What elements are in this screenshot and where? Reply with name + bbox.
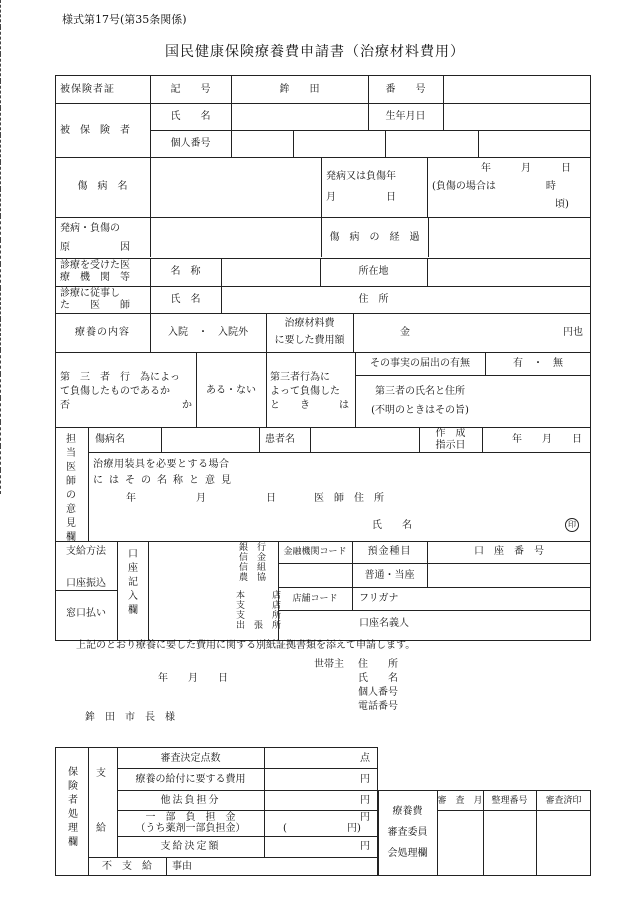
rule-line — [88, 857, 378, 858]
rule-line — [231, 130, 232, 157]
branch-type-1: 本 店 — [236, 591, 282, 601]
number-label: 番 号 — [385, 84, 426, 95]
rule-line — [117, 790, 378, 791]
rule-line — [231, 103, 232, 130]
deposit-type-label: 預金種目 — [367, 546, 412, 557]
row-pay-decision-unit: 円 — [360, 841, 370, 852]
row-copay-paren-close: 円) — [347, 823, 361, 834]
opinion-disease-label: 傷病名 — [95, 434, 125, 445]
rule-line — [0, 422, 1, 446]
row-treatment-cost: 療養の給付に要する費用 — [135, 774, 246, 785]
rule-line — [0, 162, 1, 189]
facility-label-1: 診療を受けた医 — [60, 260, 130, 271]
cause-label-1: 発病・負傷の — [60, 223, 120, 234]
rule-line — [55, 427, 591, 428]
page-title: 国民健康保険療養費申請書（治療材料費用） — [165, 44, 465, 60]
rule-line — [278, 610, 591, 611]
rule-line — [117, 836, 378, 837]
rule-line — [0, 446, 1, 470]
doctor-name-line: 氏 名 — [372, 520, 412, 531]
rule-line — [161, 427, 162, 452]
no-payment-label: 不 支 給 — [102, 861, 152, 872]
cause-label-2: 原 因 — [60, 242, 130, 253]
rule-line — [117, 810, 378, 811]
device-need-1: 治療用装具を必要とする場合 — [93, 459, 230, 470]
form-number: 様式第17号(第35条関係) — [62, 13, 187, 26]
facility-name-label: 名 称 — [170, 266, 201, 277]
account-number-label: 口 座 番 号 — [474, 546, 544, 557]
mayor-addressee: 鉾 田 市 長 様 — [85, 712, 175, 723]
rule-line — [310, 427, 311, 452]
onset-label-1: 発病又は負傷年 — [326, 171, 396, 182]
review-done-stamp-label: 審査済印 — [545, 796, 582, 806]
inpatient-outpatient[interactable]: 入院 ・ 入院外 — [168, 327, 248, 338]
doctor-label-2: た 医 師 — [60, 300, 130, 311]
rule-line — [150, 75, 151, 257]
third-party-unknown-note: (不明のときはその旨) — [371, 405, 469, 416]
branch-type-3: 支 所 — [236, 611, 282, 621]
cost-label-1: 治療材料費 — [284, 318, 335, 329]
device-need-2: にはその名称と意見 — [93, 475, 237, 486]
doctor-name-label: 氏 名 — [170, 294, 201, 305]
rule-line — [148, 541, 149, 641]
report-value[interactable]: 有 ・ 無 — [513, 358, 563, 369]
rule-line — [0, 81, 1, 108]
rule-line — [443, 75, 444, 130]
cost-label-2: に要した費用額 — [274, 335, 345, 346]
row-other-law: 他法負担分 — [160, 795, 221, 806]
doctor-address-label: 住 所 — [358, 294, 389, 305]
rule-line — [278, 587, 591, 588]
doctor-opinion-side-label: 担当医師の意見欄 — [66, 434, 76, 543]
row-copay-1: 一 部 負 担 金 — [145, 812, 236, 823]
third-party-if-2: よって負傷した — [270, 386, 340, 397]
rule-line — [293, 130, 294, 157]
row-copay-paren-open: ( — [283, 823, 287, 834]
rule-line — [0, 216, 1, 240]
rule-line — [259, 427, 260, 452]
row-copay-unit: 円 — [360, 812, 370, 823]
rule-line — [353, 313, 354, 352]
rule-line — [427, 258, 428, 286]
row-pay-decision: 支給決定額 — [160, 841, 221, 852]
rule-line — [482, 427, 483, 452]
applicant-phone-label: 電話番号 — [358, 701, 398, 712]
reference-number-label: 整理番号 — [491, 796, 528, 806]
deposit-type-options[interactable]: 普通・当座 — [364, 570, 415, 581]
name-label: 氏 名 — [170, 111, 211, 122]
third-party-if-1: 第三者行為に — [270, 372, 330, 383]
rule-line — [0, 398, 1, 422]
treatment-content-label: 療養の内容 — [75, 327, 130, 338]
pay-label-bottom: 給 — [96, 823, 106, 834]
third-party-name-address: 第三者の氏名と住所 — [375, 386, 465, 397]
rule-line — [221, 258, 222, 313]
account-entry-label: 口座記入欄 — [128, 549, 138, 616]
committee-label-2: 審査委員 — [387, 827, 428, 838]
onset-ymd: 年 月 日 — [481, 163, 571, 174]
third-party-answer[interactable]: ある・ない — [206, 385, 256, 396]
rule-line — [117, 768, 378, 769]
patient-name-label: 患者名 — [265, 434, 295, 445]
committee-label-1: 療養費 — [392, 806, 423, 817]
rule-line — [427, 157, 428, 217]
branch-type-4: 出 張 所 — [236, 621, 282, 631]
committee-label-3: 会処理欄 — [387, 848, 428, 859]
bank-type-1: 銀 行 — [239, 543, 267, 553]
applicant-address-label: 住 所 — [358, 659, 398, 670]
rule-line — [55, 157, 591, 158]
household-head-label: 世帯主 — [314, 659, 344, 670]
onset-label-2: 月 日 — [326, 192, 396, 203]
rule-line — [266, 352, 267, 427]
row-copay-2: （うち薬剤一部負担金） — [135, 823, 246, 834]
insured-card-label: 被保険者証 — [60, 84, 115, 95]
payment-method-label: 支給方法 — [66, 546, 106, 557]
symbol-label: 記 号 — [170, 84, 211, 95]
rule-line — [355, 375, 591, 376]
bank-type-3: 信 組 — [239, 563, 267, 573]
seal-mark: 印 — [565, 518, 579, 532]
insured-person-label: 被 保 険 者 — [60, 125, 130, 136]
facility-label-2: 療 機 関 等 — [60, 272, 130, 283]
rule-line — [0, 108, 1, 135]
third-party-if-3r: は — [339, 400, 349, 411]
rule-line — [0, 288, 1, 319]
bank-type-2: 信 金 — [239, 553, 267, 563]
rule-line — [0, 319, 1, 350]
rule-line — [428, 217, 429, 257]
counter-payment-option[interactable]: 窓口払い — [66, 608, 106, 619]
rule-line — [385, 130, 386, 157]
created-date: 年 月 日 — [512, 434, 582, 445]
report-label: その事実の届出の有無 — [370, 358, 470, 369]
rule-line — [0, 350, 1, 374]
declaration-date: 年 月 日 — [158, 673, 228, 684]
review-month-label: 審 査 月 — [437, 796, 483, 806]
account-holder-label: 口座名義人 — [359, 618, 409, 629]
mynumber-label: 個人番号 — [170, 138, 211, 149]
rule-line — [55, 103, 591, 104]
course-label: 傷 病 の 経 過 — [329, 232, 420, 243]
rule-line — [55, 217, 591, 218]
doctor-label-1: 診療に従事し — [60, 288, 120, 299]
rule-line — [55, 286, 591, 287]
onset-injury: (負傷の場合は 時 — [432, 181, 556, 192]
third-party-q-1: 第 三 者 行 為によっ — [60, 372, 180, 383]
onset-approx: 頃) — [555, 199, 569, 210]
rule-line — [278, 563, 591, 564]
rule-line — [0, 0, 1, 27]
rule-line — [55, 590, 117, 591]
branch-code-label: 店舗コード — [292, 594, 338, 604]
rule-line — [0, 470, 1, 494]
rule-line — [0, 135, 1, 162]
third-party-q-2: て負傷したものであるか — [60, 386, 170, 397]
row-other-law-unit: 円 — [360, 795, 370, 806]
row-review-points-unit: 点 — [360, 753, 370, 764]
bank-type-4: 農 協 — [239, 573, 267, 583]
row-review-points: 審査決定点数 — [160, 753, 221, 764]
row-treatment-cost-unit: 円 — [360, 774, 370, 785]
rule-line — [117, 541, 118, 641]
third-party-q-3l: 否 — [60, 400, 70, 411]
facility-address-label: 所在地 — [358, 266, 389, 277]
rule-line — [55, 541, 591, 542]
rule-line — [0, 189, 1, 216]
rule-line — [88, 427, 89, 541]
third-party-if-3l: と き — [270, 400, 310, 411]
applicant-mynumber-label: 個人番号 — [358, 687, 398, 698]
rule-line — [0, 374, 1, 398]
rule-line — [55, 352, 591, 353]
opinion-date: 年 月 日 — [126, 493, 276, 504]
cost-yen-unit: 円也 — [563, 327, 583, 338]
rule-line — [88, 452, 591, 453]
furigana-label: フリガナ — [359, 593, 399, 604]
date-label-2: 指示日 — [435, 440, 466, 451]
rule-line — [0, 264, 1, 288]
symbol-value: 鉾 田 — [279, 84, 320, 95]
rule-line — [437, 810, 591, 811]
doctor-address-line: 医 師 住 所 — [314, 493, 384, 504]
rule-line — [55, 313, 591, 314]
bank-code-label: 金融機関コード — [283, 547, 347, 557]
cost-yen-prefix: 金 — [400, 327, 410, 338]
third-party-q-3r: か — [182, 400, 192, 411]
applicant-name-label: 氏 名 — [358, 673, 398, 684]
rule-line — [0, 240, 1, 264]
rule-line — [150, 130, 591, 131]
reason-label: 事由 — [172, 861, 192, 872]
declaration-statement: 上記のとおり療養に要した費用に関する別紙証拠書類を添えて申請します。 — [76, 640, 416, 651]
processing-side-label: 保険者処理欄 — [68, 767, 78, 848]
pay-label-top: 支 — [96, 768, 106, 779]
rule-line — [166, 857, 167, 876]
birth-label: 生年月日 — [385, 111, 426, 122]
rule-line — [88, 747, 89, 876]
bank-transfer-option[interactable]: 口座振込 — [66, 578, 106, 589]
rule-line — [478, 130, 479, 157]
disease-name-label: 傷 病 名 — [77, 181, 128, 192]
date-label-1: 作 成 — [435, 428, 466, 439]
rule-line — [55, 258, 591, 259]
branch-type-2: 支 店 — [236, 601, 282, 611]
